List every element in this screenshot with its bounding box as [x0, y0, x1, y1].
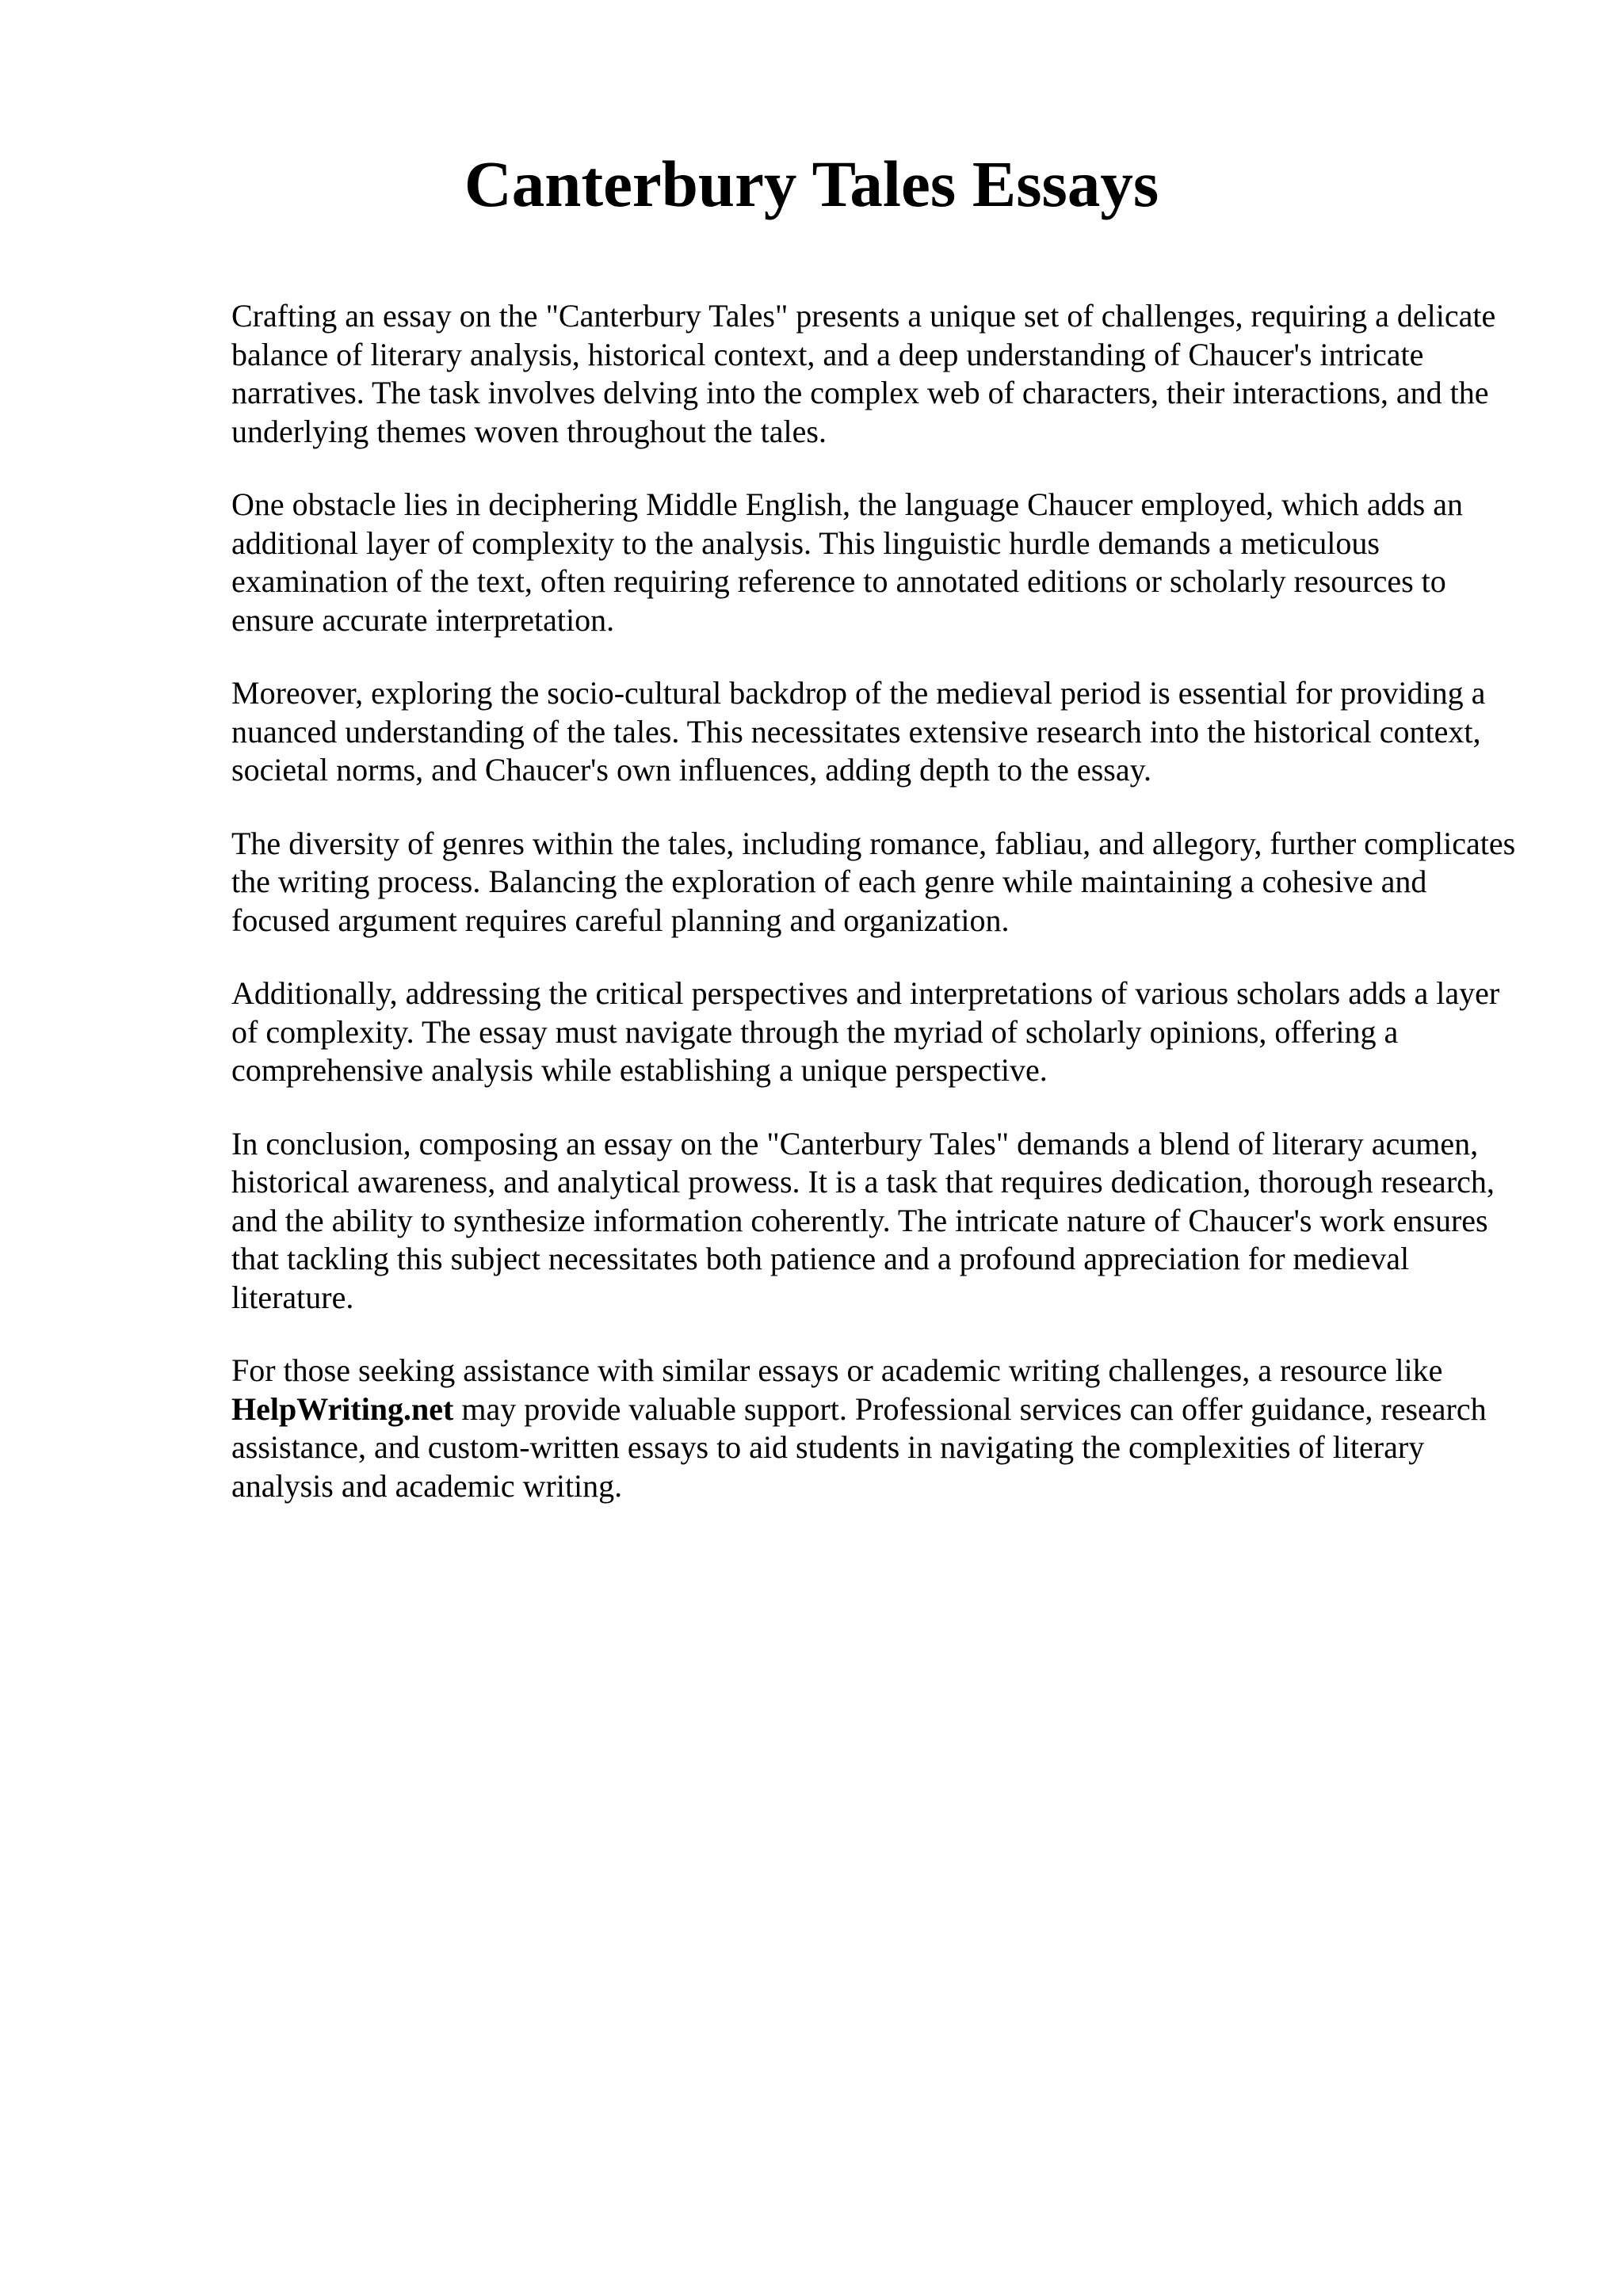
paragraph-critical-perspectives: Additionally, addressing the critical perspectives and interpretations of various scholars adds a layer of complexity. The essay must navigate through the myriad of scholarly opinions, offering a comprehensive analysis while establishing a unique perspective.	[231, 975, 1500, 1088]
paragraph-intro: Crafting an essay on the "Canterbury Tales" presents a unique set of challenges, requiring a delicate balance of literary analysis, historical context, and a deep understanding of Chaucer's intricate narratives. The task involves delving into the complex web of characters, their interactions, and the underlying themes woven throughout the tales.	[231, 298, 1496, 449]
paragraph-middle-english: One obstacle lies in deciphering Middle English, the language Chaucer employed, which adds an additional layer of complexity to the analysis. This linguistic hurdle demands a meticulous examination of the text, often requiring reference to annotated editions or scholarly resources to ensure accurate interpretation.	[231, 486, 1464, 638]
paragraph-socio-cultural: Moreover, exploring the socio-cultural backdrop of the medieval period is essential for providing a nuanced understanding of the tales. This necessitates extensive research into the historical context, societal norms, and Chaucer's own influences, adding depth to the essay.	[231, 675, 1486, 788]
assistance-text-before: For those seeking assistance with similar essays or academic writing challenges, a resource like	[231, 1352, 1443, 1388]
paragraph-genres: The diversity of genres within the tales, including romance, fabliau, and allegory, further complicates the writing process. Balancing the exploration of each genre while maintaining a cohesive and focused argument requires careful planning and organization.	[231, 825, 1516, 938]
document-title: Canterbury Tales Essays	[464, 147, 1159, 220]
paragraph-assistance	[231, 1352, 1525, 1505]
assistance-text-after: may provide valuable support. Professional services can offer guidance, research assistance, and custom-written essays to aid students in navigating the complexities of literary analysis and academic writing.	[231, 1390, 1487, 1504]
essay-body	[231, 297, 1525, 1540]
brand-name: HelpWriting.net	[231, 1390, 454, 1427]
paragraph-conclusion: In conclusion, composing an essay on the "Canterbury Tales" demands a blend of literary acumen, historical awareness, and analytical prowess. It is a task that requires dedication, thorough research, and the ability to synthesize information coherently. The intricate nature of Chaucer's work ensures that tackling this subject necessitates both patience and a profound appreciation for medieval literature.	[231, 1125, 1495, 1315]
